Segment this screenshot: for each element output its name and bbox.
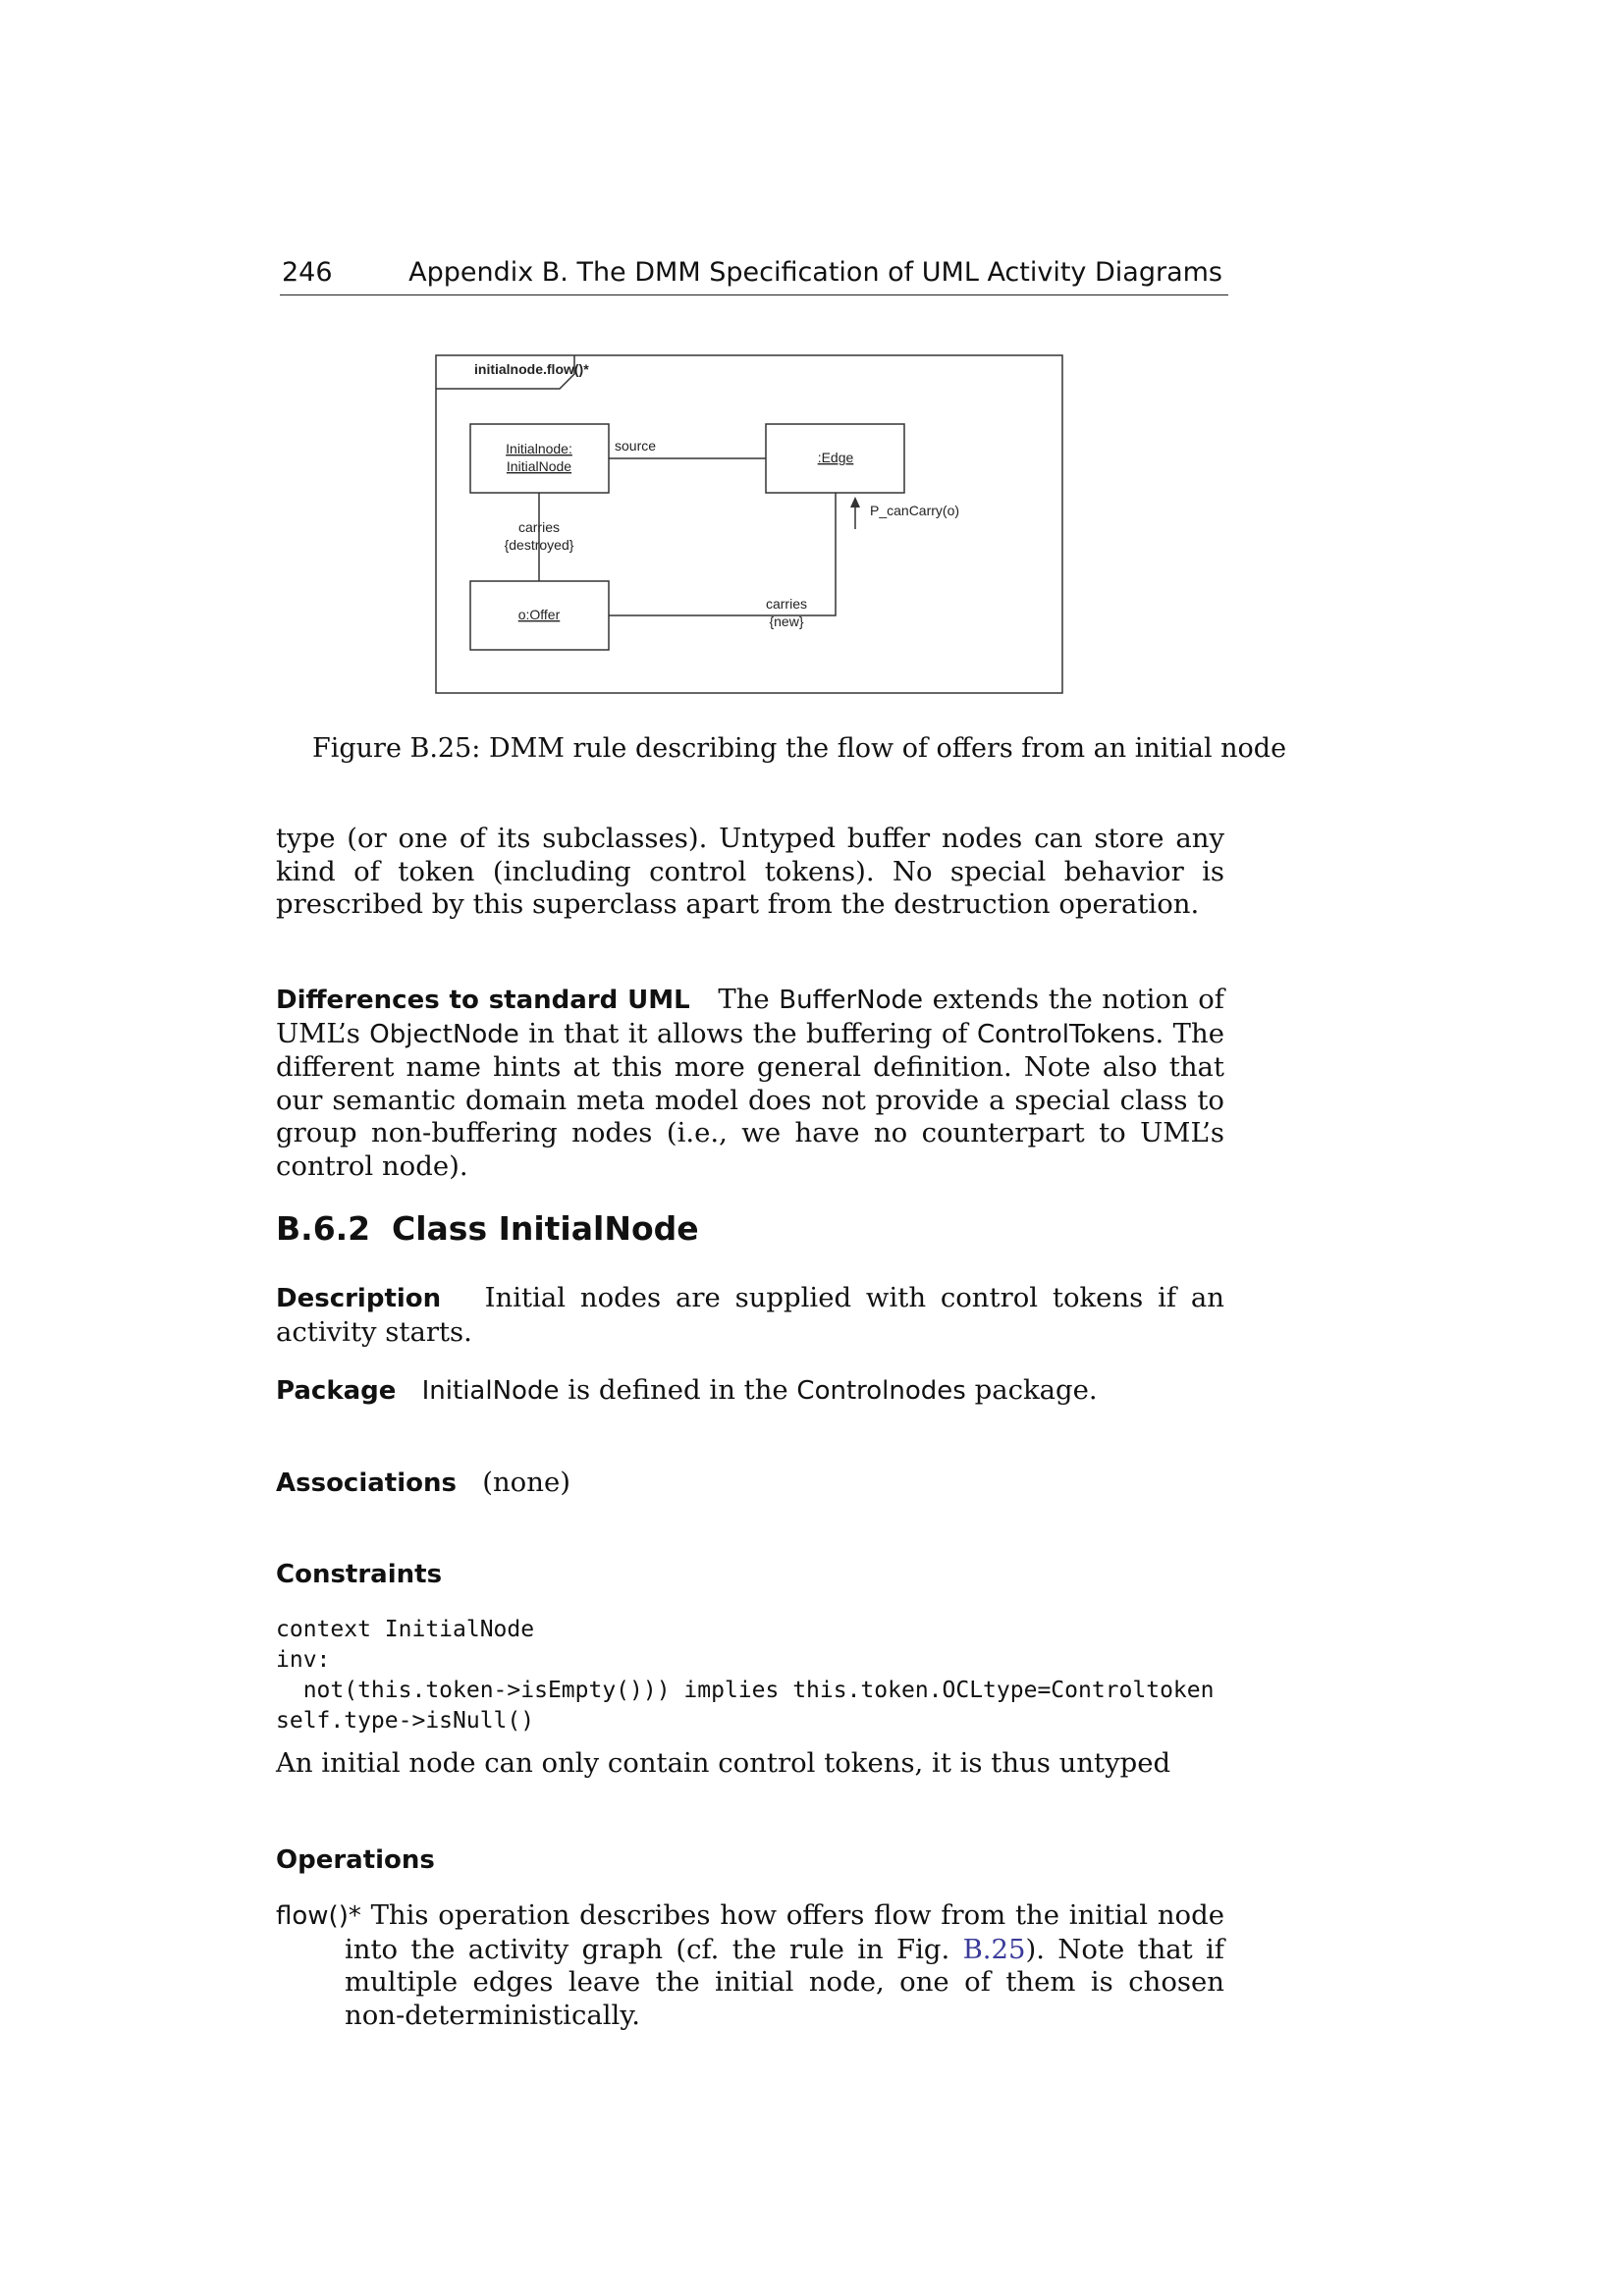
differences-text-1: The <box>718 984 780 1015</box>
differences-text-4: . The different name hints at this more general definition. Note also that our semantic domain meta model does not provide a special class to group non-buffering nodes (i.e., we have no counterpart to UML’s control node). <box>276 1017 1224 1182</box>
initialnode-label-line1: Initialnode: <box>506 441 572 456</box>
section-title: Class InitialNode <box>392 1209 699 1248</box>
dmm-rule-diagram <box>435 354 1063 694</box>
edge-label: :Edge <box>817 450 854 465</box>
associations-label: Associations <box>276 1468 457 1498</box>
paragraph-differences <box>276 984 1224 1183</box>
destroyed-label: {destroyed} <box>504 537 574 553</box>
package-text-2: package. <box>965 1374 1098 1406</box>
carries-destroyed-label: carries <box>517 519 561 535</box>
frame-title: initialnode.flow()* <box>474 361 589 377</box>
constraints-heading: Constraints <box>276 1560 443 1589</box>
paragraph-continuation: type (or one of its subclasses). Untyped buffer nodes can store any kind of token (including control tokens). No special behavior is prescribed by this superclass apart from the destruction operation. <box>276 823 1224 920</box>
description-label: Description <box>276 1284 442 1313</box>
offer-label: o:Offer <box>517 607 561 622</box>
operation-text-2: ). Note that if multiple edges leave the initial node, one of them is chosen non-deterministically. <box>345 1933 1224 2031</box>
description-text: Initial nodes are supplied with control tokens if an activity starts. <box>276 1282 1224 1348</box>
section-heading <box>276 1209 699 1248</box>
class-objectnode: ObjectNode <box>369 1019 519 1049</box>
differences-label: Differences to standard UML <box>276 986 690 1015</box>
source-label: source <box>615 438 657 454</box>
class-buffernode: BufferNode <box>779 986 924 1015</box>
page-header <box>280 253 1228 295</box>
paragraph-description <box>276 1282 1224 1349</box>
associations-text: (none) <box>482 1467 570 1498</box>
differences-text-3: in that it allows the buffering of <box>518 1017 977 1049</box>
page-number: 246 <box>282 257 333 288</box>
operation-flow-item <box>276 1899 1224 2032</box>
package-controlnodes: Controlnodes <box>796 1376 966 1406</box>
figure-caption: Figure B.25: DMM rule describing the flow of offers from an initial node <box>312 733 1287 764</box>
operation-name: flow()* <box>276 1901 361 1931</box>
package-label: Package <box>276 1376 397 1406</box>
ocl-constraint-code: context InitialNode inv: not(this.token->isEmpty())) implies this.token.OCLtype=Controltoken self.type->isNull() <box>276 1617 1215 1734</box>
carries-new-label: carries <box>765 596 808 612</box>
figure-reference-link[interactable]: B.25 <box>962 1933 1026 1965</box>
paragraph-package <box>276 1374 1224 1409</box>
class-initialnode: InitialNode <box>421 1376 560 1406</box>
operation-text-1: This operation describes how offers flow from the initial node into the activity graph (cf. the rule in Fig. <box>345 1899 1224 1965</box>
predicate-label: P_canCarry(o) <box>870 503 960 518</box>
differences-text-2: extends the notion of UML’s <box>276 984 1224 1049</box>
operations-heading: Operations <box>276 1845 435 1875</box>
section-number: B.6.2 <box>276 1209 371 1248</box>
paragraph-associations <box>276 1467 1224 1501</box>
constraint-note: An initial node can only contain control tokens, it is thus untyped <box>276 1747 1171 1779</box>
class-controltokens: ControlTokens <box>977 1019 1156 1049</box>
new-label: {new} <box>769 614 804 629</box>
running-title: Appendix B. The DMM Specification of UML Activity Diagrams <box>408 257 1222 288</box>
package-text-1: is defined in the <box>559 1374 797 1406</box>
initialnode-label-line2: InitialNode <box>506 458 572 474</box>
predicate-arrow-head <box>850 497 860 507</box>
